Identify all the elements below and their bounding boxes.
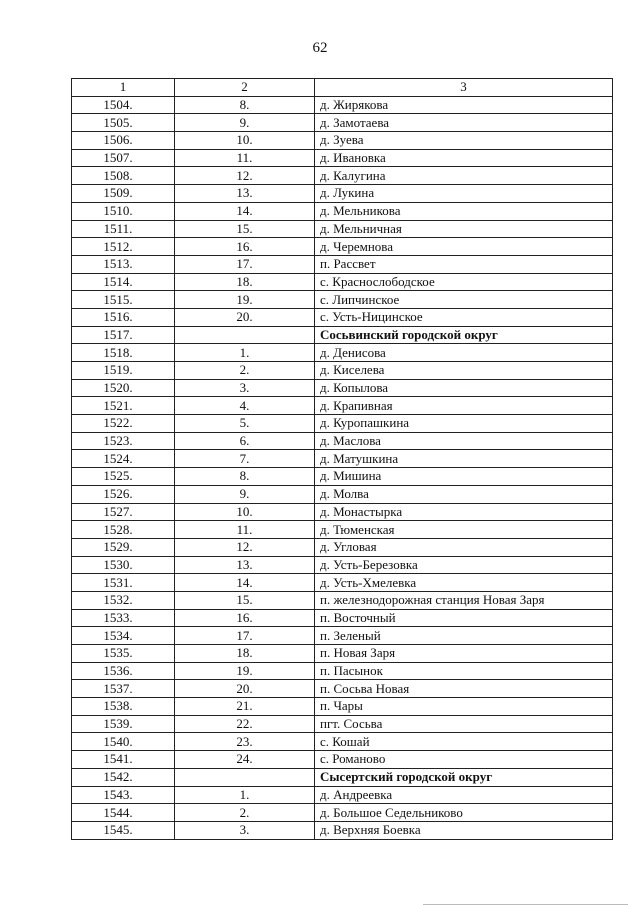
settlement-name: д. Денисова <box>315 344 613 362</box>
row-global-number: 1529. <box>72 538 175 556</box>
table-row <box>72 503 613 521</box>
row-local-number: 20. <box>175 680 315 698</box>
table-row <box>72 255 613 273</box>
settlement-name: д. Зуева <box>315 132 613 150</box>
row-global-number: 1524. <box>72 450 175 468</box>
row-global-number: 1525. <box>72 468 175 486</box>
table-row <box>72 415 613 433</box>
table-row <box>72 680 613 698</box>
row-global-number: 1518. <box>72 344 175 362</box>
header-col-1: 1 <box>72 79 175 97</box>
row-global-number: 1540. <box>72 733 175 751</box>
table-row <box>72 202 613 220</box>
row-global-number: 1504. <box>72 96 175 114</box>
settlement-name: д. Крапивная <box>315 397 613 415</box>
row-global-number: 1523. <box>72 432 175 450</box>
row-global-number: 1505. <box>72 114 175 132</box>
table-row <box>72 308 613 326</box>
row-global-number: 1517. <box>72 326 175 344</box>
table-row <box>72 397 613 415</box>
settlement-name: д. Мельничная <box>315 220 613 238</box>
table-row <box>72 751 613 769</box>
table-header-row <box>72 79 613 97</box>
settlement-name: п. Новая Заря <box>315 645 613 663</box>
row-local-number: 3. <box>175 821 315 839</box>
row-local-number: 19. <box>175 291 315 309</box>
settlement-name: д. Верхняя Боевка <box>315 821 613 839</box>
row-global-number: 1537. <box>72 680 175 698</box>
row-local-number: 10. <box>175 132 315 150</box>
row-global-number: 1531. <box>72 574 175 592</box>
row-local-number: 17. <box>175 627 315 645</box>
settlement-name: пгт. Сосьва <box>315 715 613 733</box>
row-local-number: 8. <box>175 96 315 114</box>
table-body <box>72 79 613 840</box>
settlement-name: д. Мельникова <box>315 202 613 220</box>
table-row <box>72 379 613 397</box>
table-row <box>72 821 613 839</box>
settlement-name: п. Рассвет <box>315 255 613 273</box>
row-global-number: 1534. <box>72 627 175 645</box>
settlement-name: п. Сосьва Новая <box>315 680 613 698</box>
row-global-number: 1522. <box>72 415 175 433</box>
table-row <box>72 149 613 167</box>
table-row <box>72 804 613 822</box>
row-local-number <box>175 768 315 786</box>
row-global-number: 1512. <box>72 238 175 256</box>
row-local-number: 18. <box>175 273 315 291</box>
row-global-number: 1543. <box>72 786 175 804</box>
row-local-number: 24. <box>175 751 315 769</box>
row-local-number: 14. <box>175 574 315 592</box>
settlement-name: д. Мишина <box>315 468 613 486</box>
row-global-number: 1527. <box>72 503 175 521</box>
settlement-name: д. Ивановка <box>315 149 613 167</box>
table-row <box>72 132 613 150</box>
row-global-number: 1528. <box>72 521 175 539</box>
row-local-number: 14. <box>175 202 315 220</box>
row-local-number: 13. <box>175 556 315 574</box>
row-global-number: 1538. <box>72 698 175 716</box>
settlement-name: с. Кошай <box>315 733 613 751</box>
row-local-number: 2. <box>175 362 315 380</box>
header-col-3: 3 <box>315 79 613 97</box>
settlement-name: д. Куропашкина <box>315 415 613 433</box>
table-row <box>72 96 613 114</box>
row-local-number: 7. <box>175 450 315 468</box>
row-global-number: 1533. <box>72 609 175 627</box>
settlement-name: п. железнодорожная станция Новая Заря <box>315 591 613 609</box>
row-local-number: 19. <box>175 662 315 680</box>
table-row <box>72 362 613 380</box>
row-global-number: 1519. <box>72 362 175 380</box>
settlement-name: п. Восточный <box>315 609 613 627</box>
row-global-number: 1541. <box>72 751 175 769</box>
settlement-name: д. Усть-Хмелевка <box>315 574 613 592</box>
table-row <box>72 238 613 256</box>
settlement-name: с. Усть-Ницинское <box>315 308 613 326</box>
table-row <box>72 450 613 468</box>
settlement-name: д. Тюменская <box>315 521 613 539</box>
row-local-number: 15. <box>175 591 315 609</box>
row-global-number: 1520. <box>72 379 175 397</box>
table-row <box>72 114 613 132</box>
table-row <box>72 432 613 450</box>
table-row <box>72 698 613 716</box>
table-row <box>72 715 613 733</box>
settlement-name: д. Замотаева <box>315 114 613 132</box>
settlement-name: д. Калугина <box>315 167 613 185</box>
row-global-number: 1544. <box>72 804 175 822</box>
row-local-number: 5. <box>175 415 315 433</box>
table-row <box>72 591 613 609</box>
settlement-name: с. Краснослободское <box>315 273 613 291</box>
settlement-name: д. Жирякова <box>315 96 613 114</box>
settlement-name: д. Большое Седельниково <box>315 804 613 822</box>
table-row <box>72 627 613 645</box>
row-local-number: 20. <box>175 308 315 326</box>
table-row <box>72 344 613 362</box>
row-local-number: 13. <box>175 185 315 203</box>
settlement-name: д. Андреевка <box>315 786 613 804</box>
row-local-number: 1. <box>175 786 315 804</box>
table-row <box>72 167 613 185</box>
row-local-number: 11. <box>175 149 315 167</box>
settlement-name: п. Чары <box>315 698 613 716</box>
row-global-number: 1542. <box>72 768 175 786</box>
settlement-name: д. Киселева <box>315 362 613 380</box>
settlement-name: д. Копылова <box>315 379 613 397</box>
row-local-number: 21. <box>175 698 315 716</box>
row-local-number: 23. <box>175 733 315 751</box>
row-global-number: 1510. <box>72 202 175 220</box>
row-global-number: 1530. <box>72 556 175 574</box>
row-local-number: 1. <box>175 344 315 362</box>
row-local-number: 4. <box>175 397 315 415</box>
row-local-number: 16. <box>175 238 315 256</box>
settlement-name: д. Монастырка <box>315 503 613 521</box>
row-local-number: 16. <box>175 609 315 627</box>
table-row <box>72 556 613 574</box>
row-global-number: 1535. <box>72 645 175 663</box>
table-row <box>72 273 613 291</box>
row-global-number: 1532. <box>72 591 175 609</box>
row-local-number <box>175 326 315 344</box>
table-row <box>72 574 613 592</box>
row-global-number: 1536. <box>72 662 175 680</box>
row-global-number: 1508. <box>72 167 175 185</box>
row-local-number: 2. <box>175 804 315 822</box>
table-row <box>72 291 613 309</box>
table-row <box>72 538 613 556</box>
row-local-number: 17. <box>175 255 315 273</box>
table-row <box>72 645 613 663</box>
row-global-number: 1514. <box>72 273 175 291</box>
row-global-number: 1515. <box>72 291 175 309</box>
settlement-name: д. Лукина <box>315 185 613 203</box>
settlement-name: п. Зеленый <box>315 627 613 645</box>
table-row <box>72 733 613 751</box>
row-local-number: 6. <box>175 432 315 450</box>
row-local-number: 12. <box>175 167 315 185</box>
row-local-number: 15. <box>175 220 315 238</box>
row-global-number: 1506. <box>72 132 175 150</box>
row-global-number: 1516. <box>72 308 175 326</box>
district-name: Сосьвинский городской округ <box>315 326 613 344</box>
settlement-name: п. Пасынок <box>315 662 613 680</box>
row-global-number: 1513. <box>72 255 175 273</box>
district-name: Сысертский городской округ <box>315 768 613 786</box>
settlement-name: д. Черемнова <box>315 238 613 256</box>
row-local-number: 12. <box>175 538 315 556</box>
row-global-number: 1545. <box>72 821 175 839</box>
settlement-name: д. Маслова <box>315 432 613 450</box>
row-global-number: 1521. <box>72 397 175 415</box>
settlement-name: д. Усть-Березовка <box>315 556 613 574</box>
row-local-number: 11. <box>175 521 315 539</box>
row-global-number: 1539. <box>72 715 175 733</box>
row-local-number: 10. <box>175 503 315 521</box>
row-global-number: 1526. <box>72 485 175 503</box>
row-local-number: 9. <box>175 485 315 503</box>
table-group-row <box>72 768 613 786</box>
row-global-number: 1511. <box>72 220 175 238</box>
table-row <box>72 521 613 539</box>
row-global-number: 1509. <box>72 185 175 203</box>
table-row <box>72 468 613 486</box>
settlement-name: д. Матушкина <box>315 450 613 468</box>
settlement-name: д. Молва <box>315 485 613 503</box>
row-local-number: 9. <box>175 114 315 132</box>
row-local-number: 22. <box>175 715 315 733</box>
table-row <box>72 662 613 680</box>
table-row <box>72 220 613 238</box>
table-group-row <box>72 326 613 344</box>
table-row <box>72 185 613 203</box>
table-row <box>72 485 613 503</box>
page-number: 62 <box>312 40 328 56</box>
row-local-number: 8. <box>175 468 315 486</box>
settlement-name: с. Липчинское <box>315 291 613 309</box>
row-local-number: 18. <box>175 645 315 663</box>
row-local-number: 3. <box>175 379 315 397</box>
settlement-name: д. Угловая <box>315 538 613 556</box>
row-global-number: 1507. <box>72 149 175 167</box>
settlement-name: с. Романово <box>315 751 613 769</box>
table-row <box>72 786 613 804</box>
settlements-table <box>71 78 613 840</box>
table-row <box>72 609 613 627</box>
header-col-2: 2 <box>175 79 315 97</box>
